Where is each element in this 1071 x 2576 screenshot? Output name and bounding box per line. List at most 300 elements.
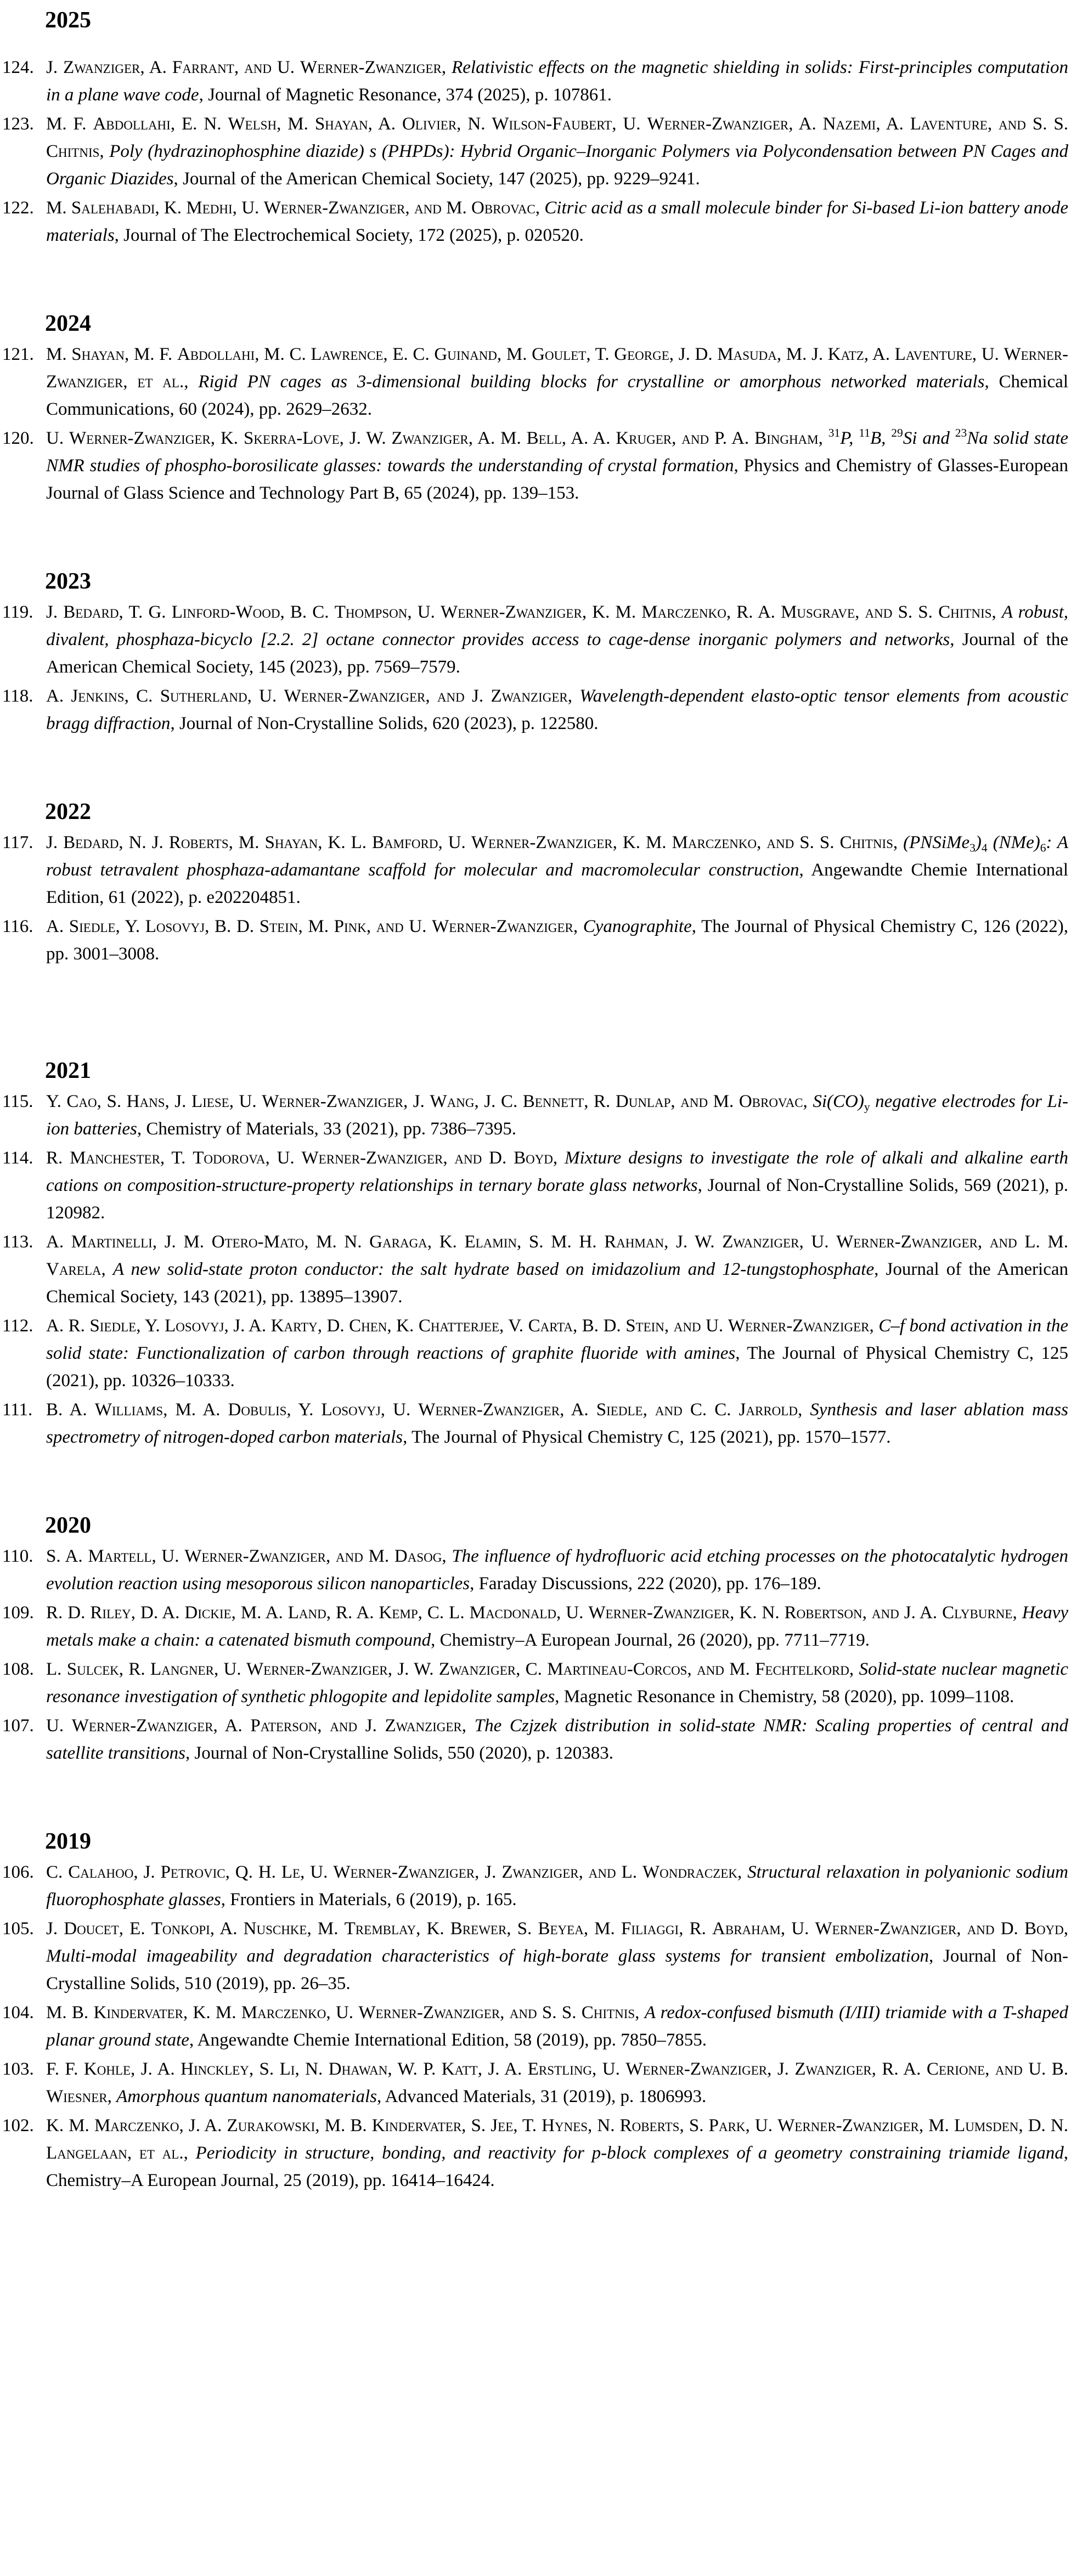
citation-text: , J. bbox=[475, 1862, 502, 1882]
citation-text: , D. bbox=[317, 1316, 350, 1336]
author-surname: Nuschke bbox=[243, 1919, 307, 1939]
citation-text: S. S. bbox=[537, 2003, 582, 2023]
author-surname: Werner-Zwanziger bbox=[333, 1862, 475, 1882]
citation-text: , T. bbox=[586, 344, 615, 364]
entry-number: 124. bbox=[2, 58, 34, 77]
citation-text: , A. bbox=[210, 1919, 244, 1939]
author-surname: Boyd bbox=[514, 1148, 553, 1168]
publication-entry bbox=[0, 54, 1071, 109]
entry-number: 112. bbox=[2, 1316, 33, 1336]
author-surname: Bennett bbox=[522, 1092, 584, 1111]
author-surname: Werner-Zwanziger bbox=[432, 917, 573, 936]
citation-text: , bbox=[670, 1092, 681, 1111]
author-surname: Bell bbox=[526, 428, 562, 448]
author-surname: Masuda bbox=[717, 344, 777, 364]
author-surname: Werner-Zwanziger bbox=[358, 2003, 500, 2023]
entry-number: 108. bbox=[2, 1659, 34, 1679]
citation-text: P. A. bbox=[709, 428, 755, 448]
entry-number: 111. bbox=[2, 1400, 33, 1420]
author-surname: and bbox=[967, 1919, 995, 1939]
citation-text: , S. M. H. bbox=[517, 1232, 605, 1252]
citation-text: , U. bbox=[326, 2003, 359, 2023]
author-surname: Macdonald bbox=[469, 1603, 557, 1623]
publication-entry bbox=[0, 110, 1071, 193]
citation-text: , bbox=[985, 2059, 995, 2079]
citation-text: , bbox=[317, 1716, 330, 1736]
citation-text: M. bbox=[363, 1546, 394, 1566]
author-surname: Hans bbox=[126, 1092, 165, 1111]
citation-text: , N. bbox=[588, 2116, 620, 2136]
formula-subscript: 4 bbox=[981, 841, 988, 855]
author-surname: Zwanziger bbox=[491, 686, 568, 706]
citation-text: , K. M. bbox=[612, 833, 672, 852]
year-section bbox=[0, 969, 1071, 1451]
citation-text: , bbox=[366, 917, 376, 936]
citation-text: , K. M. bbox=[582, 602, 642, 622]
author-surname: and bbox=[989, 1232, 1017, 1252]
citation-text: C. bbox=[46, 1862, 69, 1882]
citation-text: , A. bbox=[140, 58, 172, 77]
year-heading: 2021 bbox=[45, 1058, 91, 1083]
citation-text: , Angewandte Chemie International Edition, 61 (2022), p. e202204851. bbox=[46, 860, 1068, 907]
author-surname: Kruger bbox=[616, 428, 672, 448]
citation-text: , A. bbox=[864, 344, 895, 364]
article-title: A new solid-state proton conductor: the salt hydrate based on imidazolium and 12-tungstophosphate bbox=[112, 1259, 875, 1279]
citation-text: , bbox=[101, 1259, 113, 1279]
author-surname: Werner-Zwanziger bbox=[836, 1232, 978, 1252]
author-surname: Sulcek bbox=[66, 1659, 119, 1679]
author-surname: Laventure bbox=[894, 344, 972, 364]
publication-entry bbox=[0, 1144, 1071, 1227]
author-surname: Werner-Zwanziger bbox=[263, 198, 405, 218]
citation-text: , Frontiers in Materials, 6 (2019), p. 165. bbox=[221, 1890, 517, 1910]
citation-text: , J. M. bbox=[152, 1232, 212, 1252]
author-surname: Chitnis bbox=[839, 833, 893, 852]
citation-text: , U. bbox=[612, 114, 647, 134]
citation-text: K. M. bbox=[46, 2116, 94, 2136]
author-surname: and bbox=[871, 1603, 899, 1623]
citation-text: , K. bbox=[427, 1232, 465, 1252]
year-heading: 2019 bbox=[45, 1829, 91, 1854]
publication-entry bbox=[0, 829, 1071, 911]
author-surname: Wang bbox=[430, 1092, 475, 1111]
author-surname: Kindervater bbox=[371, 2116, 462, 2136]
citation-text: , bbox=[757, 833, 767, 852]
article-title: Multi-modal imageability and degradation characteristics of high-borate glass systems for transient embolization bbox=[46, 1946, 929, 1966]
citation-text: , bbox=[425, 686, 437, 706]
citation-text: , A. bbox=[876, 114, 910, 134]
citation-text: U. bbox=[46, 428, 69, 448]
citation-text: , W. P. bbox=[387, 2059, 442, 2079]
author-surname: Bedard bbox=[63, 602, 119, 622]
citation-text: F. F. bbox=[46, 2059, 84, 2079]
author-surname: Shayan bbox=[71, 344, 125, 364]
citation-text: , Angewandte Chemie International Edition, 58 (2019), pp. 7850–7855. bbox=[189, 2030, 707, 2050]
citation-text: , M. A. bbox=[231, 1603, 288, 1623]
citation-text: , J. bbox=[165, 1092, 191, 1111]
citation-text: Y. bbox=[46, 1092, 67, 1111]
citation-text: B. A. bbox=[46, 1400, 95, 1420]
publication-entries bbox=[0, 1858, 1071, 2194]
citation-text: R. D. bbox=[46, 1603, 91, 1623]
entry-number: 105. bbox=[2, 1919, 34, 1939]
author-surname: Werner-Zwanziger bbox=[300, 58, 442, 77]
author-surname: Werner-Zwanziger bbox=[301, 1148, 443, 1168]
citation-text: , bbox=[184, 372, 199, 392]
citation-text: , S. bbox=[249, 2059, 280, 2079]
author-surname: Stein bbox=[625, 1316, 664, 1336]
publication-entry bbox=[0, 1599, 1071, 1654]
citation-text: , bbox=[855, 602, 865, 622]
citation-text: , bbox=[99, 142, 110, 161]
citation-text: J. bbox=[46, 833, 64, 852]
author-surname: Clyburne bbox=[942, 1603, 1013, 1623]
author-surname: Farrant bbox=[172, 58, 234, 77]
author-surname: Linford-Wood bbox=[171, 602, 280, 622]
citation-text: , bbox=[977, 1232, 990, 1252]
citation-text: , R. A. bbox=[726, 602, 781, 622]
author-surname: Laventure bbox=[910, 114, 988, 134]
citation-text: , bbox=[849, 1659, 859, 1679]
entry-number: 116. bbox=[2, 917, 33, 936]
citation-text: , bbox=[578, 1862, 589, 1882]
author-surname: Abraham bbox=[712, 1919, 781, 1939]
citation-text: , J. W. bbox=[339, 428, 392, 448]
citation-text: , R. A. bbox=[871, 2059, 927, 2079]
publication-entry bbox=[0, 1543, 1071, 1597]
author-surname: and bbox=[437, 686, 465, 706]
author-surname: Musgrave bbox=[781, 602, 855, 622]
citation-text: , Journal of the American Chemical Society, 145 (2023), pp. 7569–7579. bbox=[46, 630, 1068, 677]
citation-text: , R. bbox=[679, 1919, 713, 1939]
author-surname: Beyea bbox=[538, 1919, 584, 1939]
year-section bbox=[0, 739, 1071, 968]
publication-entry bbox=[0, 194, 1071, 249]
article-title: Relativistic effects on the magnetic shielding in solids: First-principles computation in a plane wave code bbox=[46, 58, 1069, 105]
author-surname: Erstling bbox=[527, 2059, 593, 2079]
citation-text: , Chemistry–A European Journal, 25 (2019), pp. 16414–16424. bbox=[46, 2143, 1069, 2190]
author-surname: Nazemi bbox=[822, 114, 876, 134]
citation-text: , Journal of Non-Crystalline Solids, 510 (2019), pp. 26–35. bbox=[46, 1946, 1068, 1993]
citation-text: , bbox=[862, 1603, 872, 1623]
author-surname: Petrovic bbox=[160, 1862, 226, 1882]
article-title: Periodicity in structure, bonding, and reactivity for p-block complexes of a geometry constraining triamide ligand bbox=[195, 2143, 1064, 2163]
article-title: P, bbox=[840, 428, 859, 448]
citation-text: , K. bbox=[210, 428, 244, 448]
citation-text: M. bbox=[724, 1659, 756, 1679]
citation-text: A. bbox=[46, 1232, 71, 1252]
citation-text: , N. bbox=[295, 2059, 329, 2079]
citation-text: , S. bbox=[97, 1092, 127, 1111]
author-surname: Todorova bbox=[193, 1148, 266, 1168]
citation-text: M. B. bbox=[46, 2003, 94, 2023]
isotope-superscript: 29 bbox=[891, 426, 903, 440]
author-surname: Bamford bbox=[372, 833, 438, 852]
article-title: Mixture designs to investigate the role of alkali and alkaline earth cations on composition-structure-property relationships in ternary borate glass networks bbox=[46, 1148, 1069, 1195]
author-surname: Werner-Zwanziger bbox=[418, 1400, 560, 1420]
citation-text: , M. N. bbox=[304, 1232, 370, 1252]
entry-number: 120. bbox=[2, 428, 34, 448]
entry-number: 106. bbox=[2, 1862, 34, 1882]
author-surname: Doucet bbox=[64, 1919, 119, 1939]
author-surname: Lumsden bbox=[954, 2116, 1019, 2136]
author-surname: Chitnis bbox=[581, 2003, 635, 2023]
citation-text: , bbox=[107, 2087, 117, 2106]
citation-text: , E. N. bbox=[170, 114, 228, 134]
citation-text: , U. bbox=[151, 1546, 185, 1566]
citation-text: , U. bbox=[438, 833, 471, 852]
publication-entry bbox=[0, 425, 1071, 507]
entry-number: 109. bbox=[2, 1603, 34, 1623]
author-surname: Shayan bbox=[314, 114, 368, 134]
author-surname: and bbox=[681, 428, 709, 448]
citation-text: , bbox=[869, 1316, 879, 1336]
author-surname: Obrovac bbox=[739, 1092, 803, 1111]
article-title: Na solid state NMR studies of phospho-borosilicate glasses: towards the understanding of crystal formation bbox=[46, 428, 1069, 476]
author-surname: Thompson bbox=[334, 602, 408, 622]
citation-text: , The Journal of Physical Chemistry C, 126 (2022), pp. 3001–3008. bbox=[46, 917, 1069, 964]
author-surname: Jarrold bbox=[739, 1400, 798, 1420]
publication-entries bbox=[0, 341, 1071, 507]
author-surname: Hynes bbox=[542, 2116, 588, 2136]
citation-text: , M. bbox=[918, 2116, 955, 2136]
author-surname: Zwanziger bbox=[722, 1232, 799, 1252]
author-surname: Marczenko bbox=[641, 602, 726, 622]
citation-text: , bbox=[123, 372, 138, 392]
citation-text: , bbox=[127, 2143, 139, 2163]
author-surname: Werner-Zwanziger bbox=[69, 428, 211, 448]
citation-text: , bbox=[635, 2003, 645, 2023]
article-title: Wavelength-dependent elasto-optic tensor elements from acoustic bragg diffraction bbox=[46, 686, 1068, 733]
author-surname: Chatterjee bbox=[418, 1316, 500, 1336]
isotope-superscript: 31 bbox=[828, 426, 841, 440]
citation-text: , U. bbox=[300, 1862, 334, 1882]
publication-entry bbox=[0, 1228, 1071, 1310]
citation-text: , N. J. bbox=[119, 833, 169, 852]
author-surname: Zwanziger bbox=[385, 1716, 462, 1736]
publication-entry bbox=[0, 682, 1071, 737]
citation-text: , bbox=[664, 1316, 674, 1336]
citation-text: , J. A. bbox=[131, 2059, 181, 2079]
citation-text: , U. bbox=[592, 2059, 626, 2079]
article-title: Solid-state nuclear magnetic resonance investigation of synthetic phlogopite and lepidolite samples bbox=[46, 1659, 1069, 1707]
entry-number: 121. bbox=[2, 344, 34, 364]
citation-text: , bbox=[818, 428, 828, 448]
citation-text: R. bbox=[46, 1148, 70, 1168]
citation-text: , U. bbox=[229, 1092, 262, 1111]
author-surname: Martinelli bbox=[71, 1232, 153, 1252]
citation-text: , K. N. bbox=[730, 1603, 785, 1623]
author-surname: Siedle bbox=[89, 1316, 137, 1336]
article-title: Si(CO) bbox=[813, 1092, 864, 1111]
citation-text: M. bbox=[708, 1092, 739, 1111]
author-surname: Carta bbox=[528, 1316, 573, 1336]
citation-text: , M. bbox=[298, 917, 334, 936]
article-title: The influence of hydrofluoric acid etching processes on the photocatalytic hydrogen evolution reaction using mesoporous silicon nanoparticles bbox=[46, 1546, 1069, 1594]
author-surname: Jenkins bbox=[71, 686, 125, 706]
publication-entry bbox=[0, 1656, 1071, 1710]
citation-text: , bbox=[737, 1862, 748, 1882]
author-surname: Boyd bbox=[1024, 1919, 1064, 1939]
citation-text: , bbox=[573, 917, 583, 936]
article-title: Amorphous quantum nanomaterials bbox=[116, 2087, 377, 2106]
author-surname: Zurakowski bbox=[227, 2116, 315, 2136]
citation-text: U. bbox=[46, 1716, 72, 1736]
citation-text: , Journal of the American Chemical Society, 143 (2021), pp. 13895–13907. bbox=[46, 1259, 1069, 1307]
author-surname: Dickie bbox=[184, 1603, 232, 1623]
author-surname: and bbox=[244, 58, 272, 77]
year-heading: 2025 bbox=[45, 8, 91, 33]
citation-text: , bbox=[991, 602, 1002, 622]
author-surname: Zwanziger bbox=[438, 1659, 516, 1679]
citation-text: , J. bbox=[133, 1862, 161, 1882]
entry-number: 122. bbox=[2, 198, 34, 218]
publication-entries bbox=[0, 1088, 1071, 1451]
author-surname: et al. bbox=[139, 2143, 184, 2163]
isotope-superscript: 11 bbox=[859, 426, 870, 440]
citation-text: , T. G. bbox=[119, 602, 172, 622]
citation-text: , U. bbox=[972, 344, 1004, 364]
citation-text: D. bbox=[482, 1148, 514, 1168]
author-surname: and bbox=[588, 1862, 616, 1882]
citation-text: A. bbox=[46, 917, 69, 936]
publication-entry bbox=[0, 1396, 1071, 1451]
formula-subscript: 6 bbox=[1040, 841, 1046, 855]
citation-text: , A. bbox=[788, 114, 823, 134]
author-surname: Werner-Zwanziger bbox=[184, 1546, 326, 1566]
author-surname: Tremblay bbox=[344, 1919, 416, 1939]
author-surname: Siedle bbox=[69, 917, 116, 936]
article-title: ) bbox=[975, 833, 982, 852]
citation-text: , Journal of Non-Crystalline Solids, 620 (2023), p. 122580. bbox=[170, 714, 599, 733]
citation-text: , bbox=[443, 1148, 455, 1168]
citation-text: , U. bbox=[380, 1400, 419, 1420]
author-surname: Hinckley bbox=[181, 2059, 249, 2079]
citation-text: , R. bbox=[119, 1659, 150, 1679]
citation-text: , E. bbox=[119, 1919, 151, 1939]
author-surname: Le bbox=[281, 1862, 301, 1882]
year-section bbox=[0, 251, 1071, 507]
citation-text: , M. C. bbox=[255, 344, 311, 364]
author-surname: Losovyj bbox=[145, 917, 205, 936]
author-surname: Obrovac bbox=[471, 198, 536, 218]
citation-text: , S. bbox=[461, 2116, 491, 2136]
author-surname: Marczenko bbox=[672, 833, 757, 852]
author-surname: Park bbox=[708, 2116, 746, 2136]
citation-text: , M. bbox=[307, 1919, 345, 1939]
publication-entry bbox=[0, 1915, 1071, 1997]
author-surname: and bbox=[376, 917, 404, 936]
publication-entry bbox=[0, 1858, 1071, 1913]
entry-number: 107. bbox=[2, 1716, 34, 1736]
citation-text: , bbox=[234, 58, 245, 77]
year-heading: 2024 bbox=[45, 311, 91, 336]
year-heading: 2023 bbox=[45, 569, 91, 594]
citation-text: , Advanced Materials, 31 (2019), p. 1806993. bbox=[377, 2087, 707, 2106]
citation-text: , bbox=[183, 2143, 196, 2163]
citation-text: , S. bbox=[506, 1919, 538, 1939]
author-surname: Filiaggi bbox=[621, 1919, 679, 1939]
citation-text: , bbox=[553, 1148, 565, 1168]
article-title: (NMe) bbox=[987, 833, 1040, 852]
author-surname: Werner-Zwanziger bbox=[815, 1919, 957, 1939]
author-surname: and bbox=[509, 2003, 537, 2023]
author-surname: Sutherland bbox=[160, 686, 247, 706]
entry-number: 102. bbox=[2, 2116, 34, 2136]
author-surname: Wilson-Faubert bbox=[492, 114, 612, 134]
citation-text: J. bbox=[46, 602, 64, 622]
citation-text: , U. bbox=[799, 1232, 837, 1252]
citation-text: , K. L. bbox=[318, 833, 373, 852]
citation-text: , R. A. bbox=[326, 1603, 379, 1623]
citation-text: , J. A. bbox=[477, 2059, 528, 2079]
citation-text: D. bbox=[994, 1919, 1024, 1939]
author-surname: and bbox=[336, 1546, 363, 1566]
citation-text: , K. bbox=[416, 1919, 450, 1939]
year-section bbox=[0, 1769, 1071, 2194]
author-surname: Werner-Zwanziger bbox=[246, 1659, 388, 1679]
entry-number: 113. bbox=[2, 1232, 33, 1252]
author-surname: Wondraczek bbox=[642, 1862, 737, 1882]
citation-text: , K. bbox=[387, 1316, 419, 1336]
article-title: B, bbox=[870, 428, 892, 448]
article-title: A redox-confused bismuth (I/III) triamide with a T-shaped planar ground state bbox=[46, 2003, 1068, 2050]
author-surname: Cerione bbox=[926, 2059, 985, 2079]
citation-text: S. A. bbox=[46, 1546, 88, 1566]
author-surname: Goulet bbox=[532, 344, 587, 364]
citation-text: , Journal of Non-Crystalline Solids, 550 (2020), p. 120383. bbox=[185, 1743, 613, 1763]
citation-text: , B. C. bbox=[280, 602, 335, 622]
citation-text: , A. A. bbox=[561, 428, 616, 448]
citation-text: , M. B. bbox=[315, 2116, 372, 2136]
citation-text: , bbox=[687, 1659, 697, 1679]
citation-text: , bbox=[326, 1546, 336, 1566]
author-surname: Werner-Zwanziger bbox=[647, 114, 789, 134]
author-surname: and bbox=[680, 1092, 708, 1111]
citation-text: , N. bbox=[456, 114, 492, 134]
author-surname: Chen bbox=[349, 1316, 387, 1336]
citation-text: L. bbox=[46, 1659, 67, 1679]
publication-entries bbox=[0, 598, 1071, 737]
author-surname: Shayan bbox=[264, 833, 318, 852]
citation-text: C. C. bbox=[682, 1400, 739, 1420]
publication-entries bbox=[0, 829, 1071, 968]
citation-text: , M. J. bbox=[776, 344, 828, 364]
citation-text: , bbox=[987, 114, 999, 134]
author-surname: Abdollahi bbox=[93, 114, 171, 134]
author-surname: Siedle bbox=[596, 1400, 643, 1420]
citation-text: , B. D. bbox=[573, 1316, 626, 1336]
citation-text: , C. L. bbox=[418, 1603, 470, 1623]
citation-text: , Journal of the American Chemical Society, 147 (2025), pp. 9229–9241. bbox=[173, 169, 700, 189]
author-surname: Zwanziger bbox=[794, 2059, 872, 2079]
author-surname: Li bbox=[279, 2059, 295, 2079]
author-surname: Werner-Zwanziger bbox=[284, 686, 426, 706]
citation-text: J. bbox=[357, 1716, 385, 1736]
entry-number: 123. bbox=[2, 114, 34, 134]
citation-text: M. bbox=[441, 198, 471, 218]
author-surname: and bbox=[655, 1400, 683, 1420]
year-section bbox=[0, 0, 1071, 249]
citation-text: S. S. bbox=[892, 602, 939, 622]
citation-text: L. M. bbox=[1017, 1232, 1068, 1252]
year-section bbox=[0, 509, 1071, 737]
author-surname: Langelaan bbox=[46, 2143, 127, 2163]
author-surname: Garaga bbox=[369, 1232, 427, 1252]
citation-text: J. A. bbox=[899, 1603, 943, 1623]
citation-text: L. bbox=[616, 1862, 642, 1882]
citation-text: , bbox=[567, 686, 580, 706]
